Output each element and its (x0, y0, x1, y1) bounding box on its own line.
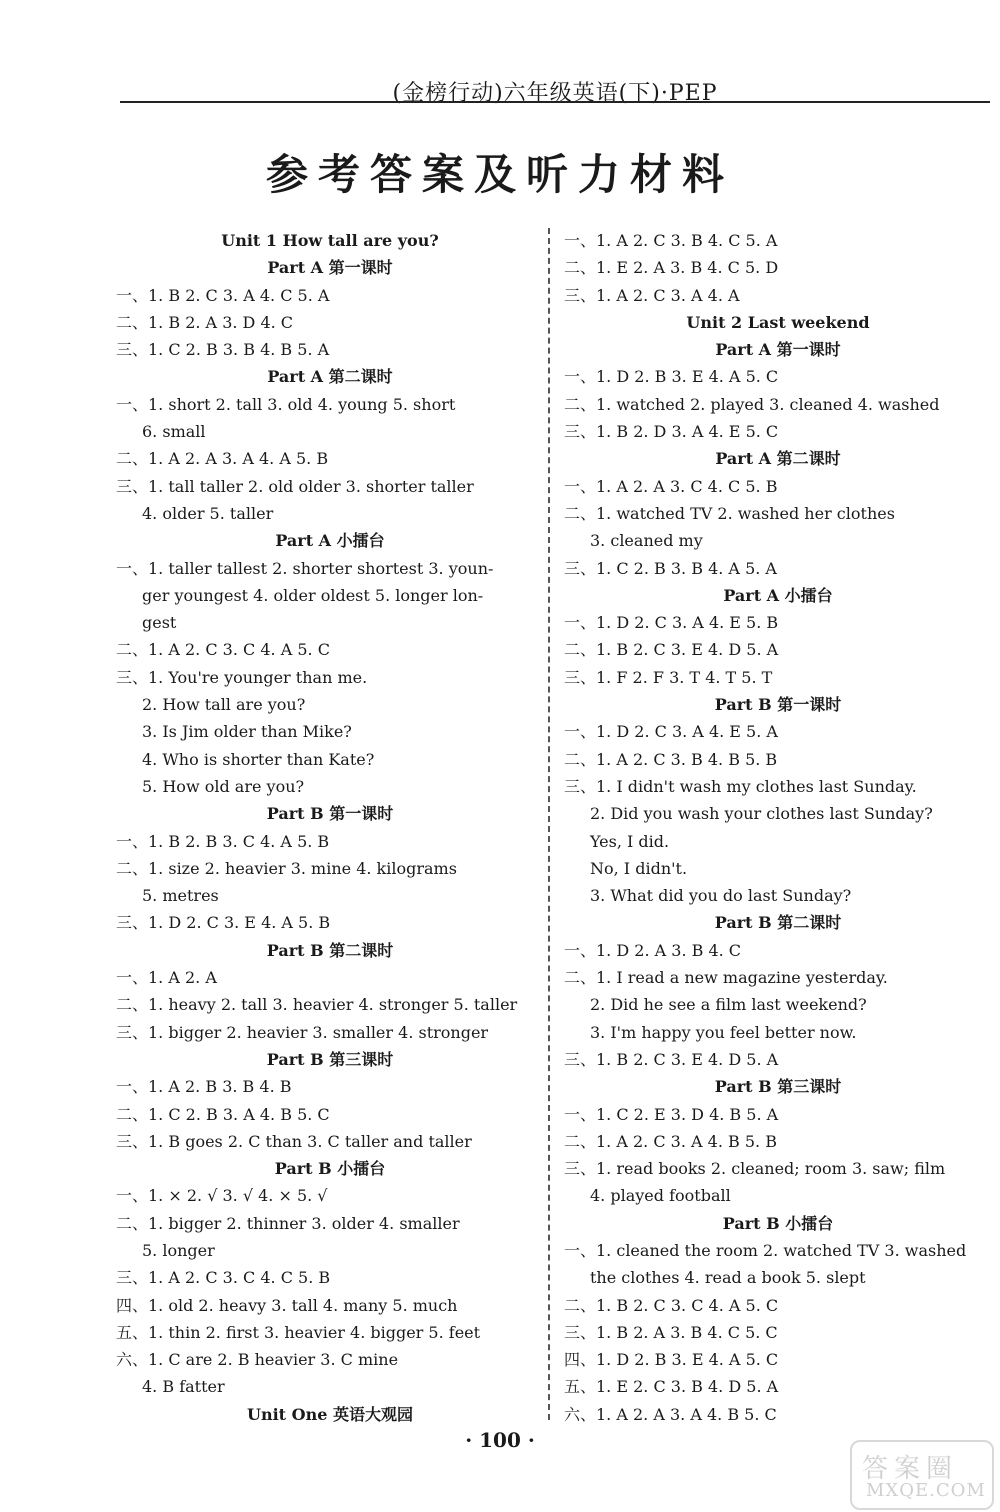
answer-line: 三、1. F 2. F 3. T 4. T 5. T (564, 667, 773, 687)
answer-line: 一、1. A 2. B 3. B 4. B (116, 1077, 292, 1097)
section-heading: Part B 小擂台 (274, 1159, 386, 1179)
section-heading: Part B 第二课时 (714, 913, 842, 933)
answer-line: 六、1. A 2. A 3. A 4. B 5. C (564, 1404, 777, 1424)
section-heading: Unit 2 Last weekend (686, 312, 870, 332)
answer-line: 四、1. old 2. heavy 3. tall 4. many 5. much (116, 1295, 458, 1315)
answer-line: 3. I'm happy you feel better now. (590, 1022, 857, 1042)
answer-line: 一、1. D 2. C 3. A 4. E 5. A (564, 722, 778, 742)
answer-line: 二、1. A 2. C 3. A 4. B 5. B (564, 1131, 777, 1151)
answer-line: 四、1. D 2. B 3. E 4. A 5. C (564, 1350, 779, 1370)
section-heading: Part B 第一课时 (714, 695, 842, 715)
section-heading: Part A 第一课时 (715, 340, 841, 360)
answer-line: 5. metres (142, 886, 219, 906)
answer-line: 一、1. × 2. √ 3. √ 4. × 5. √ (116, 1186, 328, 1206)
section-heading: Part B 第三课时 (714, 1077, 842, 1097)
answer-line: 4. B fatter (142, 1377, 225, 1397)
answer-line: 三、1. A 2. C 3. A 4. A (564, 285, 740, 305)
header-rule (120, 101, 990, 103)
answer-line: 三、1. tall taller 2. old older 3. shorter taller (116, 476, 474, 496)
section-heading: Part A 第二课时 (715, 449, 841, 469)
answer-line: 一、1. short 2. tall 3. old 4. young 5. short (116, 394, 456, 414)
answer-line: 三、1. B 2. A 3. B 4. C 5. C (564, 1322, 778, 1342)
section-heading: Part A 第二课时 (267, 367, 393, 387)
answer-line: 二、1. watched 2. played 3. cleaned 4. washed (564, 394, 940, 414)
answer-line: 三、1. D 2. C 3. E 4. A 5. B (116, 913, 331, 933)
page-number: · 100 · (465, 1428, 535, 1452)
answer-line: 一、1. D 2. A 3. B 4. C (564, 940, 742, 960)
answer-line: 三、1. bigger 2. heavier 3. smaller 4. stronger (116, 1022, 489, 1042)
answer-line: 五、1. thin 2. first 3. heavier 4. bigger 5. feet (116, 1322, 481, 1342)
answer-line: 三、1. C 2. B 3. B 4. B 5. A (116, 340, 330, 360)
answer-line: 4. Who is shorter than Kate? (142, 749, 375, 769)
answer-line: 一、1. C 2. E 3. D 4. B 5. A (564, 1104, 779, 1124)
answer-line: 二、1. heavy 2. tall 3. heavier 4. stronger 5. taller (116, 995, 518, 1015)
section-heading: Part A 小擂台 (275, 531, 385, 551)
section-heading: Unit 1 How tall are you? (221, 231, 439, 250)
answer-line: 4. played football (590, 1186, 731, 1206)
answer-line: 一、1. A 2. C 3. B 4. C 5. A (564, 231, 778, 250)
answer-line: 六、1. C are 2. B heavier 3. C mine (116, 1350, 399, 1370)
answer-line: 3. Is Jim older than Mike? (142, 722, 352, 742)
answer-line: 6. small (142, 422, 206, 442)
answer-line: No, I didn't. (590, 858, 688, 878)
answer-line: 二、1. A 2. C 3. B 4. B 5. B (564, 749, 778, 769)
answer-line: 二、1. bigger 2. thinner 3. older 4. smaller (116, 1213, 460, 1233)
answer-line: ger youngest 4. older oldest 5. longer lon- (142, 585, 484, 605)
answer-line: 二、1. A 2. C 3. C 4. A 5. C (116, 640, 330, 660)
answer-line: 一、1. B 2. C 3. A 4. C 5. A (116, 285, 330, 305)
answer-line: 五、1. E 2. C 3. B 4. D 5. A (564, 1377, 779, 1397)
answer-line: 三、1. I didn't wash my clothes last Sunday. (564, 776, 917, 796)
answer-line: 一、1. cleaned the room 2. watched TV 3. washed (564, 1240, 967, 1260)
answer-line: 4. older 5. taller (142, 503, 274, 523)
watermark-text: 答案圈 (862, 1454, 959, 1484)
answer-line: 一、1. D 2. C 3. A 4. E 5. B (564, 613, 779, 633)
running-header: (金榜行动)六年级英语(下)·PEP (392, 81, 718, 106)
answer-line: 二、1. I read a new magazine yesterday. (564, 968, 888, 988)
answer-line: 3. cleaned my (590, 531, 703, 551)
page-title: 参考答案及听力材料 (265, 150, 734, 199)
section-heading: Part B 小擂台 (722, 1213, 834, 1233)
answer-line: 三、1. B 2. D 3. A 4. E 5. C (564, 422, 779, 442)
answer-line: 2. How tall are you? (142, 695, 306, 715)
answer-line: 一、1. A 2. A 3. C 4. C 5. B (564, 476, 778, 496)
watermark-logo (850, 1440, 994, 1510)
answer-line: 三、1. You're younger than me. (116, 667, 368, 687)
answer-line: 2. Did he see a film last weekend? (590, 995, 867, 1015)
section-heading: Part A 第一课时 (267, 258, 393, 278)
section-heading: Part B 第二课时 (266, 940, 394, 960)
answer-line: 2. Did you wash your clothes last Sunday? (590, 804, 933, 824)
answer-line: 二、1. A 2. A 3. A 4. A 5. B (116, 449, 329, 469)
answer-line: 二、1. B 2. C 3. E 4. D 5. A (564, 640, 779, 660)
watermark-url: MXQE.COM (866, 1480, 986, 1501)
answer-line: 二、1. B 2. C 3. C 4. A 5. C (564, 1295, 779, 1315)
answer-line: 三、1. B 2. C 3. E 4. D 5. A (564, 1049, 779, 1069)
answer-line: 一、1. taller tallest 2. shorter shortest 3. youn- (116, 558, 494, 578)
answer-line: 5. longer (142, 1240, 215, 1260)
answer-line: 一、1. A 2. A (116, 968, 217, 988)
answer-line: 一、1. B 2. B 3. C 4. A 5. B (116, 831, 330, 851)
section-heading: Part B 第一课时 (266, 804, 394, 824)
answer-line: 二、1. watched TV 2. washed her clothes (564, 503, 895, 523)
answer-line: 三、1. B goes 2. C than 3. C taller and taller (116, 1131, 472, 1151)
answer-column-right (564, 227, 992, 1428)
answer-line: 一、1. D 2. B 3. E 4. A 5. C (564, 367, 779, 387)
answer-line: 二、1. B 2. A 3. D 4. C (116, 312, 294, 332)
answer-line: 3. What did you do last Sunday? (590, 886, 852, 906)
answer-line: 二、1. size 2. heavier 3. mine 4. kilograms (116, 858, 457, 878)
answer-column-left (116, 227, 544, 1428)
answer-line: 5. How old are you? (142, 776, 305, 796)
answer-line: 二、1. E 2. A 3. B 4. C 5. D (564, 258, 779, 278)
answer-line: 三、1. C 2. B 3. B 4. A 5. A (564, 558, 777, 578)
section-heading: Part B 第三课时 (266, 1049, 394, 1069)
answer-line: 二、1. C 2. B 3. A 4. B 5. C (116, 1104, 330, 1124)
column-divider (548, 228, 550, 1420)
answer-line: the clothes 4. read a book 5. slept (590, 1268, 866, 1288)
answer-line: gest (142, 613, 177, 633)
section-heading: Unit One 英语大观园 (247, 1404, 413, 1424)
section-heading: Part A 小擂台 (723, 585, 833, 605)
answer-line: 三、1. read books 2. cleaned; room 3. saw; film (564, 1159, 946, 1179)
answer-line: 三、1. A 2. C 3. C 4. C 5. B (116, 1268, 331, 1288)
answer-line: Yes, I did. (590, 831, 670, 851)
